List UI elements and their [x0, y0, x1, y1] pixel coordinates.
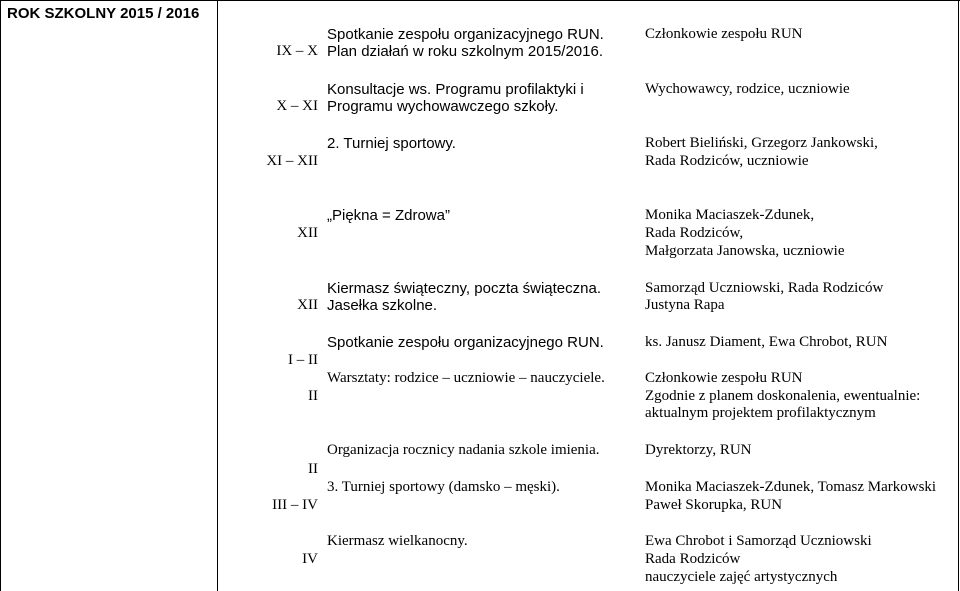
row-task: Konsultacje ws. Programu profilaktyki i	[327, 81, 584, 98]
row-task: Plan działań w roku szkolnym 2015/2016.	[327, 43, 603, 60]
row-month: III – IV	[272, 497, 318, 513]
row-person: Zgodnie z planem doskonalenia, ewentualnie:	[645, 388, 921, 404]
row-task: Kiermasz świąteczny, poczta świąteczna.	[327, 280, 601, 297]
row-month: IV	[302, 551, 318, 567]
row-month: IX – X	[276, 43, 318, 59]
row-person: Paweł Skorupka, RUN	[645, 497, 783, 513]
row-person: Członkowie zespołu RUN	[645, 370, 803, 386]
row-month: II	[308, 461, 318, 477]
row-month: X – XI	[276, 98, 318, 114]
row-person: Wychowawcy, rodzice, uczniowie	[645, 81, 850, 97]
row-person: Rada Rodziców,	[645, 225, 744, 241]
row-task: Warsztaty: rodzice – uczniowie – nauczyciele.	[327, 370, 605, 386]
row-task: Organizacja rocznicy nadania szkole imienia.	[327, 442, 600, 458]
table-border-right	[958, 0, 959, 591]
row-month: XII	[297, 297, 318, 313]
row-task: Programu wychowawczego szkoły.	[327, 98, 559, 115]
row-person: nauczyciele zajęć artystycznych	[645, 569, 838, 585]
row-task: Kiermasz wielkanocny.	[327, 533, 468, 549]
row-person: Ewa Chrobot i Samorząd Uczniowski	[645, 533, 872, 549]
row-person: Justyna Rapa	[645, 297, 725, 313]
school-year-title: ROK SZKOLNY 2015 / 2016	[7, 5, 200, 22]
row-task: Spotkanie zespołu organizacyjnego RUN.	[327, 26, 604, 43]
row-person: Członkowie zespołu RUN	[645, 26, 803, 42]
row-person: Rada Rodziców	[645, 551, 741, 567]
row-month: XI – XII	[266, 153, 318, 169]
row-person: ks. Janusz Diament, Ewa Chrobot, RUN	[645, 334, 888, 350]
table-border-left	[0, 0, 1, 591]
row-task: Jasełka szkolne.	[327, 297, 438, 314]
row-person: aktualnym projektem profilaktycznym	[645, 405, 876, 421]
row-person: Małgorzata Janowska, uczniowie	[645, 243, 845, 259]
row-task: 3. Turniej sportowy (damsko – męski).	[327, 479, 560, 495]
column-divider	[217, 0, 218, 591]
row-month: XII	[297, 225, 318, 241]
row-person: Dyrektorzy, RUN	[645, 442, 752, 458]
row-person: Rada Rodziców, uczniowie	[645, 153, 809, 169]
row-person: Monika Maciaszek-Zdunek, Tomasz Markowski	[645, 479, 937, 495]
row-person: Monika Maciaszek-Zdunek,	[645, 207, 815, 223]
row-task: Spotkanie zespołu organizacyjnego RUN.	[327, 334, 604, 351]
row-person: Samorząd Uczniowski, Rada Rodziców	[645, 280, 884, 296]
row-task: 2. Turniej sportowy.	[327, 135, 456, 152]
table-border-top	[0, 0, 960, 1]
row-task: „Piękna = Zdrowa”	[327, 207, 450, 224]
row-month: II	[308, 388, 318, 404]
row-person: Robert Bieliński, Grzegorz Jankowski,	[645, 135, 878, 151]
row-month: I – II	[288, 352, 318, 368]
